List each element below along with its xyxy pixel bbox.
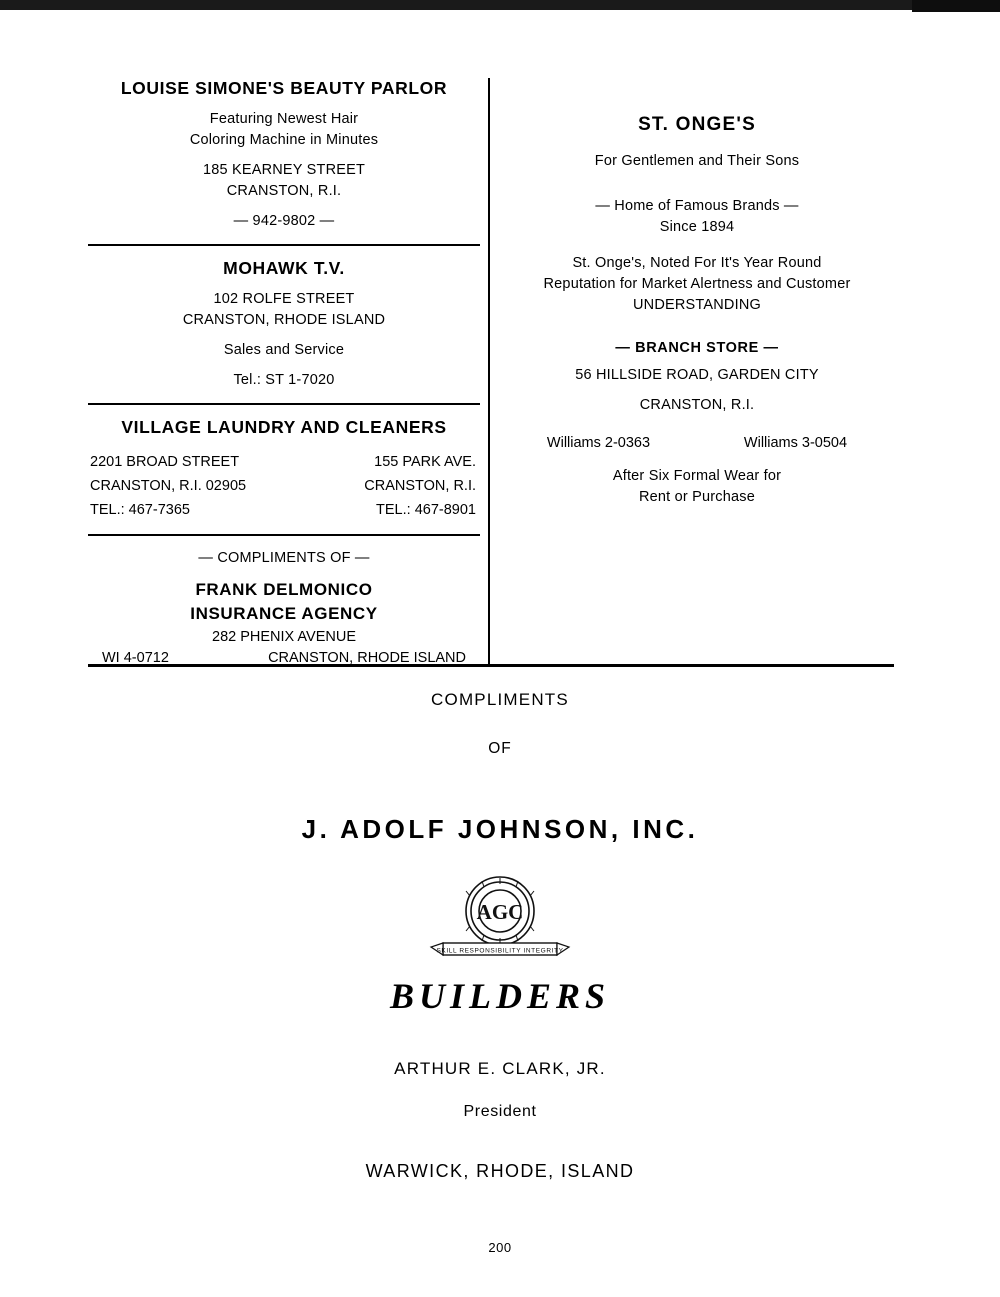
ad-address-line: CRANSTON, R.I. — [364, 478, 476, 494]
compliments-of-label: OF — [488, 740, 512, 757]
ad-separator-rule — [88, 403, 480, 405]
ad-separator-rule — [88, 534, 480, 536]
ad-separator-rule — [88, 244, 480, 246]
feature-advertisement — [0, 690, 1000, 1182]
ad-footer-line: Rent or Purchase — [638, 489, 756, 505]
ad-phone: WI 4-0712 — [102, 650, 169, 666]
ads-left-column — [88, 78, 480, 666]
ad-phone: TEL.: 467-7365 — [90, 502, 190, 518]
ad-description-line: Reputation for Market Alertness and Customer — [543, 276, 851, 292]
column-divider — [488, 78, 490, 666]
ad-footer-line: After Six Formal Wear for — [612, 468, 782, 484]
ad-branch-label: — BRANCH STORE — — [615, 340, 779, 356]
ad-address-line: CRANSTON, RHODE ISLAND — [182, 312, 386, 328]
ad-compliments-line: — COMPLIMENTS OF — — [198, 550, 370, 566]
ad-service-line: Sales and Service — [223, 342, 345, 358]
ad-description-line: UNDERSTANDING — [632, 297, 761, 313]
ad-address-line: 185 KEARNEY STREET — [202, 162, 366, 178]
ad-address-line: 2201 BROAD STREET — [90, 454, 240, 470]
ad-line: Featuring Newest Hair — [209, 111, 359, 127]
ad-phone-row — [500, 435, 894, 451]
ad-st-onges — [500, 78, 894, 508]
ad-title: VILLAGE LAUNDRY AND CLEANERS — [121, 417, 447, 437]
officer-title: President — [463, 1103, 537, 1120]
location-broad-street — [88, 450, 246, 522]
ad-village-laundry-and-cleaners — [88, 417, 480, 522]
ad-tagline: For Gentlemen and Their Sons — [594, 153, 800, 169]
ad-since-line: Since 1894 — [659, 219, 735, 235]
ad-phone: TEL.: 467-8901 — [376, 502, 476, 518]
ad-phone: — 942-9802 — — [233, 213, 335, 229]
ad-address-line: 102 ROLFE STREET — [213, 291, 355, 307]
ad-line: Coloring Machine in Minutes — [189, 132, 379, 148]
company-name: J. ADOLF JOHNSON, INC. — [301, 814, 699, 844]
company-city: WARWICK, RHODE, ISLAND — [365, 1161, 635, 1181]
ad-address-line: CRANSTON, R.I. 02905 — [90, 478, 247, 494]
svg-text:SKILL RESPONSIBILITY INTEG: SKILL RESPONSIBILITY INTEGRITY — [436, 947, 564, 955]
ad-phone-city-row — [88, 650, 480, 666]
ad-city: CRANSTON, RHODE ISLAND — [268, 650, 466, 666]
location-park-ave — [364, 450, 480, 522]
ad-louise-simones-beauty-parlor — [88, 78, 480, 232]
compliments-heading: COMPLIMENTS — [431, 690, 569, 709]
ad-address-line: 155 PARK AVE. — [374, 454, 476, 470]
ad-title: ST. ONGE'S — [638, 114, 756, 135]
ad-mohawk-tv — [88, 258, 480, 391]
ad-description-line: St. Onge's, Noted For It's Year Round — [572, 255, 822, 271]
ad-title: LOUISE SIMONE'S BEAUTY PARLOR — [120, 78, 448, 98]
ad-phone-left: Williams 2-0363 — [546, 435, 651, 451]
svg-text:AGC: AGC — [476, 900, 524, 924]
ad-address-line: 282 PHENIX AVENUE — [212, 629, 356, 645]
officer-name: ARTHUR E. CLARK, JR. — [394, 1059, 606, 1078]
ad-phone-right: Williams 3-0504 — [743, 435, 848, 451]
ad-address-line: CRANSTON, R.I. — [226, 183, 342, 199]
ad-frank-delmonico-insurance-agency — [88, 548, 480, 666]
ad-title: FRANK DELMONICO — [195, 580, 373, 599]
ad-branch-address: 56 HILLSIDE ROAD, GARDEN CITY — [575, 367, 819, 383]
builders-wordmark: BUILDERS — [389, 976, 611, 1016]
ad-locations — [88, 450, 480, 522]
ad-branch-city: CRANSTON, R.I. — [639, 397, 755, 413]
page-number: 200 — [488, 1240, 512, 1255]
ad-phone: Tel.: ST 1-7020 — [233, 372, 335, 388]
agc-emblem-icon — [0, 873, 1000, 965]
ad-title-second-line: INSURANCE AGENCY — [190, 604, 378, 623]
advertisement-block — [88, 78, 894, 666]
ad-title: MOHAWK T.V. — [223, 258, 345, 278]
ad-brands-line: — Home of Famous Brands — — [595, 198, 799, 214]
